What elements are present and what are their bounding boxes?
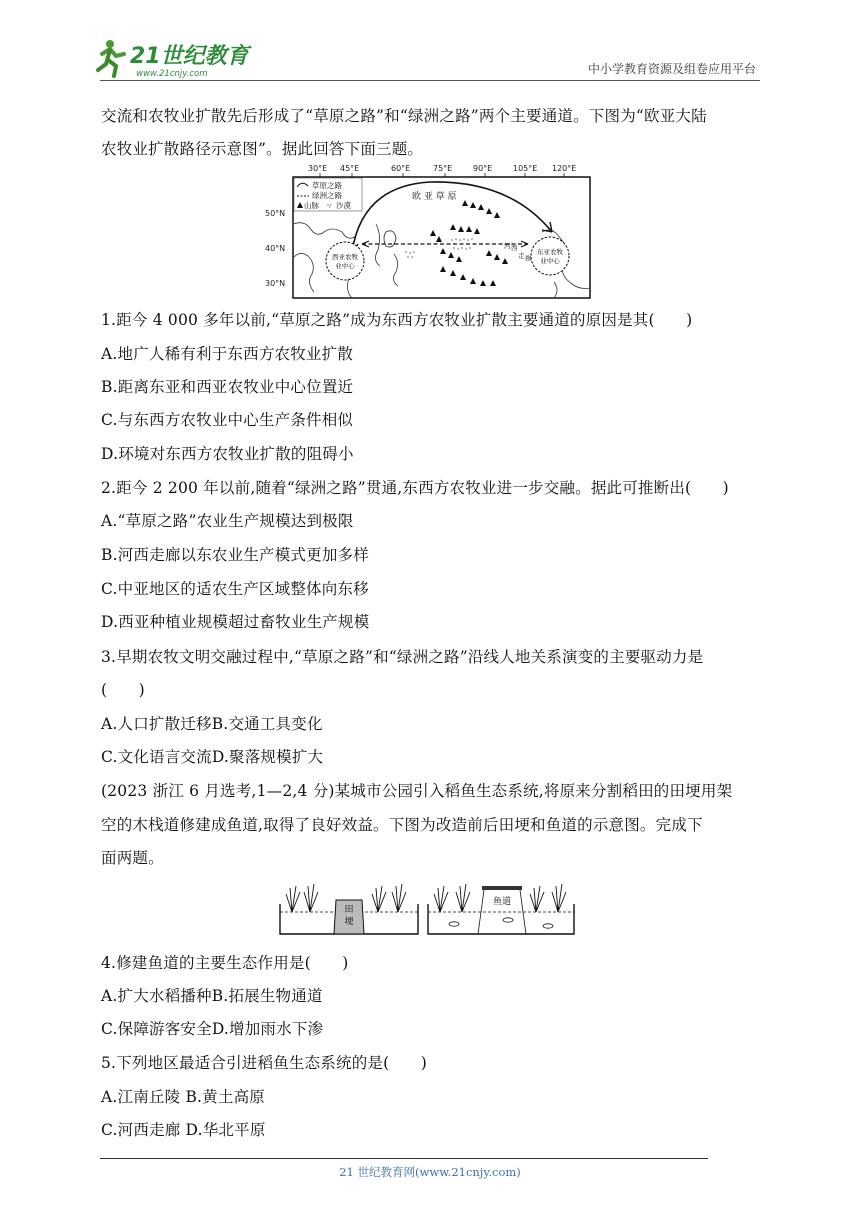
logo-main-text: 21世纪教育 bbox=[130, 44, 249, 69]
q2-option-b: B.河西走廊以东农业生产模式更加多样 bbox=[101, 546, 369, 564]
q1-option-c: C.与东西方农牧业中心生产条件相似 bbox=[101, 411, 354, 429]
logo-url-text: www.21cnjy.com bbox=[136, 69, 208, 79]
corridor-char: 廊 bbox=[525, 254, 532, 262]
fishway-label: 鱼道 bbox=[492, 897, 512, 907]
corridor-char: 河 bbox=[504, 242, 511, 250]
legend-oasis-road: 绿洲之路 bbox=[312, 191, 342, 200]
lon-label: 120°E bbox=[552, 164, 577, 173]
q5-options-ab: A.江南丘陵 B.黄土高原 bbox=[101, 1088, 265, 1106]
ridge-label: 田 bbox=[344, 905, 354, 915]
q2-stem: 2.距今 2 200 年以前,随着“绿洲之路”贯通,东西方农牧业进一步交融。据此可推断出( ) bbox=[101, 479, 729, 497]
q1-option-d: D.环境对东西方农牧业扩散的阻碍小 bbox=[101, 445, 354, 463]
legend-steppe-road: 草原之路 bbox=[312, 181, 342, 190]
intro-line-2: 农牧业扩散路径示意图”。据此回答下面三题。 bbox=[101, 140, 424, 158]
q3-options-ab: A.人口扩散迁移B.交通工具变化 bbox=[101, 715, 323, 733]
legend-desert: 沙漠 bbox=[336, 201, 351, 210]
q4-options-cd: C.保障游客安全D.增加雨水下渗 bbox=[101, 1020, 324, 1038]
lon-label: 75°E bbox=[433, 164, 453, 173]
q1-stem: 1.距今 4 000 多年以前,“草原之路”成为东西方农牧业扩散主要通道的原因是其( ) bbox=[101, 311, 693, 329]
east-center-label: 东亚农牧 bbox=[537, 248, 563, 256]
q2-option-a: A.“草原之路”农业生产规模达到极限 bbox=[101, 512, 354, 530]
q3-stem-line-1: 3.早期农牧文明交融过程中,“草原之路”和“绿洲之路”沿线人地关系演变的主要驱动力是 bbox=[101, 648, 704, 666]
corridor-char: 走 bbox=[518, 252, 525, 260]
steppe-region-label: 欧 亚 草 原 bbox=[412, 192, 457, 202]
ridge-fishway-diagram bbox=[278, 878, 578, 936]
q4-options-ab: A.扩大水稻播种B.拓展生物通道 bbox=[101, 987, 323, 1005]
q3-stem-line-2: ( ) bbox=[101, 681, 145, 699]
lat-label: 30°N bbox=[265, 279, 286, 288]
q3-options-cd: C.文化语言交流D.聚落规模扩大 bbox=[101, 748, 324, 766]
header-site-name: 中小学教育资源及组卷应用平台 bbox=[587, 62, 756, 76]
lon-label: 45°E bbox=[340, 164, 360, 173]
east-asia-center bbox=[531, 237, 569, 275]
intro2-line-1: (2023 浙江 6 月选考,1—2,4 分)某城市公园引入稻鱼生态系统,将原来分割稻田的田埂用架 bbox=[101, 782, 733, 800]
eurasia-diffusion-map bbox=[265, 162, 592, 302]
intro2-line-3: 面两题。 bbox=[101, 849, 164, 867]
intro-line-1: 交流和农牧业扩散先后形成了“草原之路”和“绿洲之路”两个主要通道。下图为“欧亚大陆 bbox=[101, 107, 707, 125]
corridor-char: 西 bbox=[511, 244, 518, 252]
q1-option-b: B.距离东亚和西亚农牧业中心位置近 bbox=[101, 378, 354, 396]
footer-link[interactable]: 21 世纪教育网(www.21cnjy.com) bbox=[339, 1165, 521, 1179]
lon-label: 60°E bbox=[391, 164, 411, 173]
fishway-boardwalk bbox=[482, 886, 522, 890]
q2-option-c: C.中亚地区的适农生产区域整体向东移 bbox=[101, 580, 369, 598]
lon-label: 105°E bbox=[513, 164, 538, 173]
fish-icons bbox=[449, 918, 553, 928]
legend-mountain: 山脉 bbox=[304, 201, 319, 210]
q2-option-d: D.西亚种植业规模超过畜牧业生产规模 bbox=[101, 613, 370, 631]
lat-label: 40°N bbox=[265, 244, 286, 253]
q5-options-cd: C.河西走廊 D.华北平原 bbox=[101, 1121, 266, 1139]
q5-stem: 5.下列地区最适合引进稻鱼生态系统的是( ) bbox=[101, 1054, 427, 1072]
west-center-label: 西亚农牧 bbox=[332, 253, 358, 261]
west-asia-center bbox=[326, 242, 364, 280]
ridge-label: 埂 bbox=[344, 917, 354, 927]
header-divider bbox=[100, 80, 760, 81]
lon-label: 30°E bbox=[308, 164, 328, 173]
footer-divider bbox=[100, 1158, 708, 1159]
lat-label: 50°N bbox=[265, 209, 286, 218]
east-center-label: 业中心 bbox=[540, 257, 560, 265]
field-after-panel bbox=[428, 904, 574, 934]
q4-stem: 4.修建鱼道的主要生态作用是( ) bbox=[101, 954, 349, 972]
runner-icon bbox=[98, 40, 124, 76]
lon-label: 90°E bbox=[473, 164, 493, 173]
west-center-label: 业中心 bbox=[335, 262, 355, 270]
site-logo bbox=[96, 36, 266, 80]
intro2-line-2: 空的木栈道修建成鱼道,取得了良好效益。下图为改造前后田埂和鱼道的示意图。完成下 bbox=[101, 816, 703, 834]
rice-plants bbox=[286, 884, 566, 912]
q1-option-a: A.地广人稀有利于东西方农牧业扩散 bbox=[101, 345, 354, 363]
